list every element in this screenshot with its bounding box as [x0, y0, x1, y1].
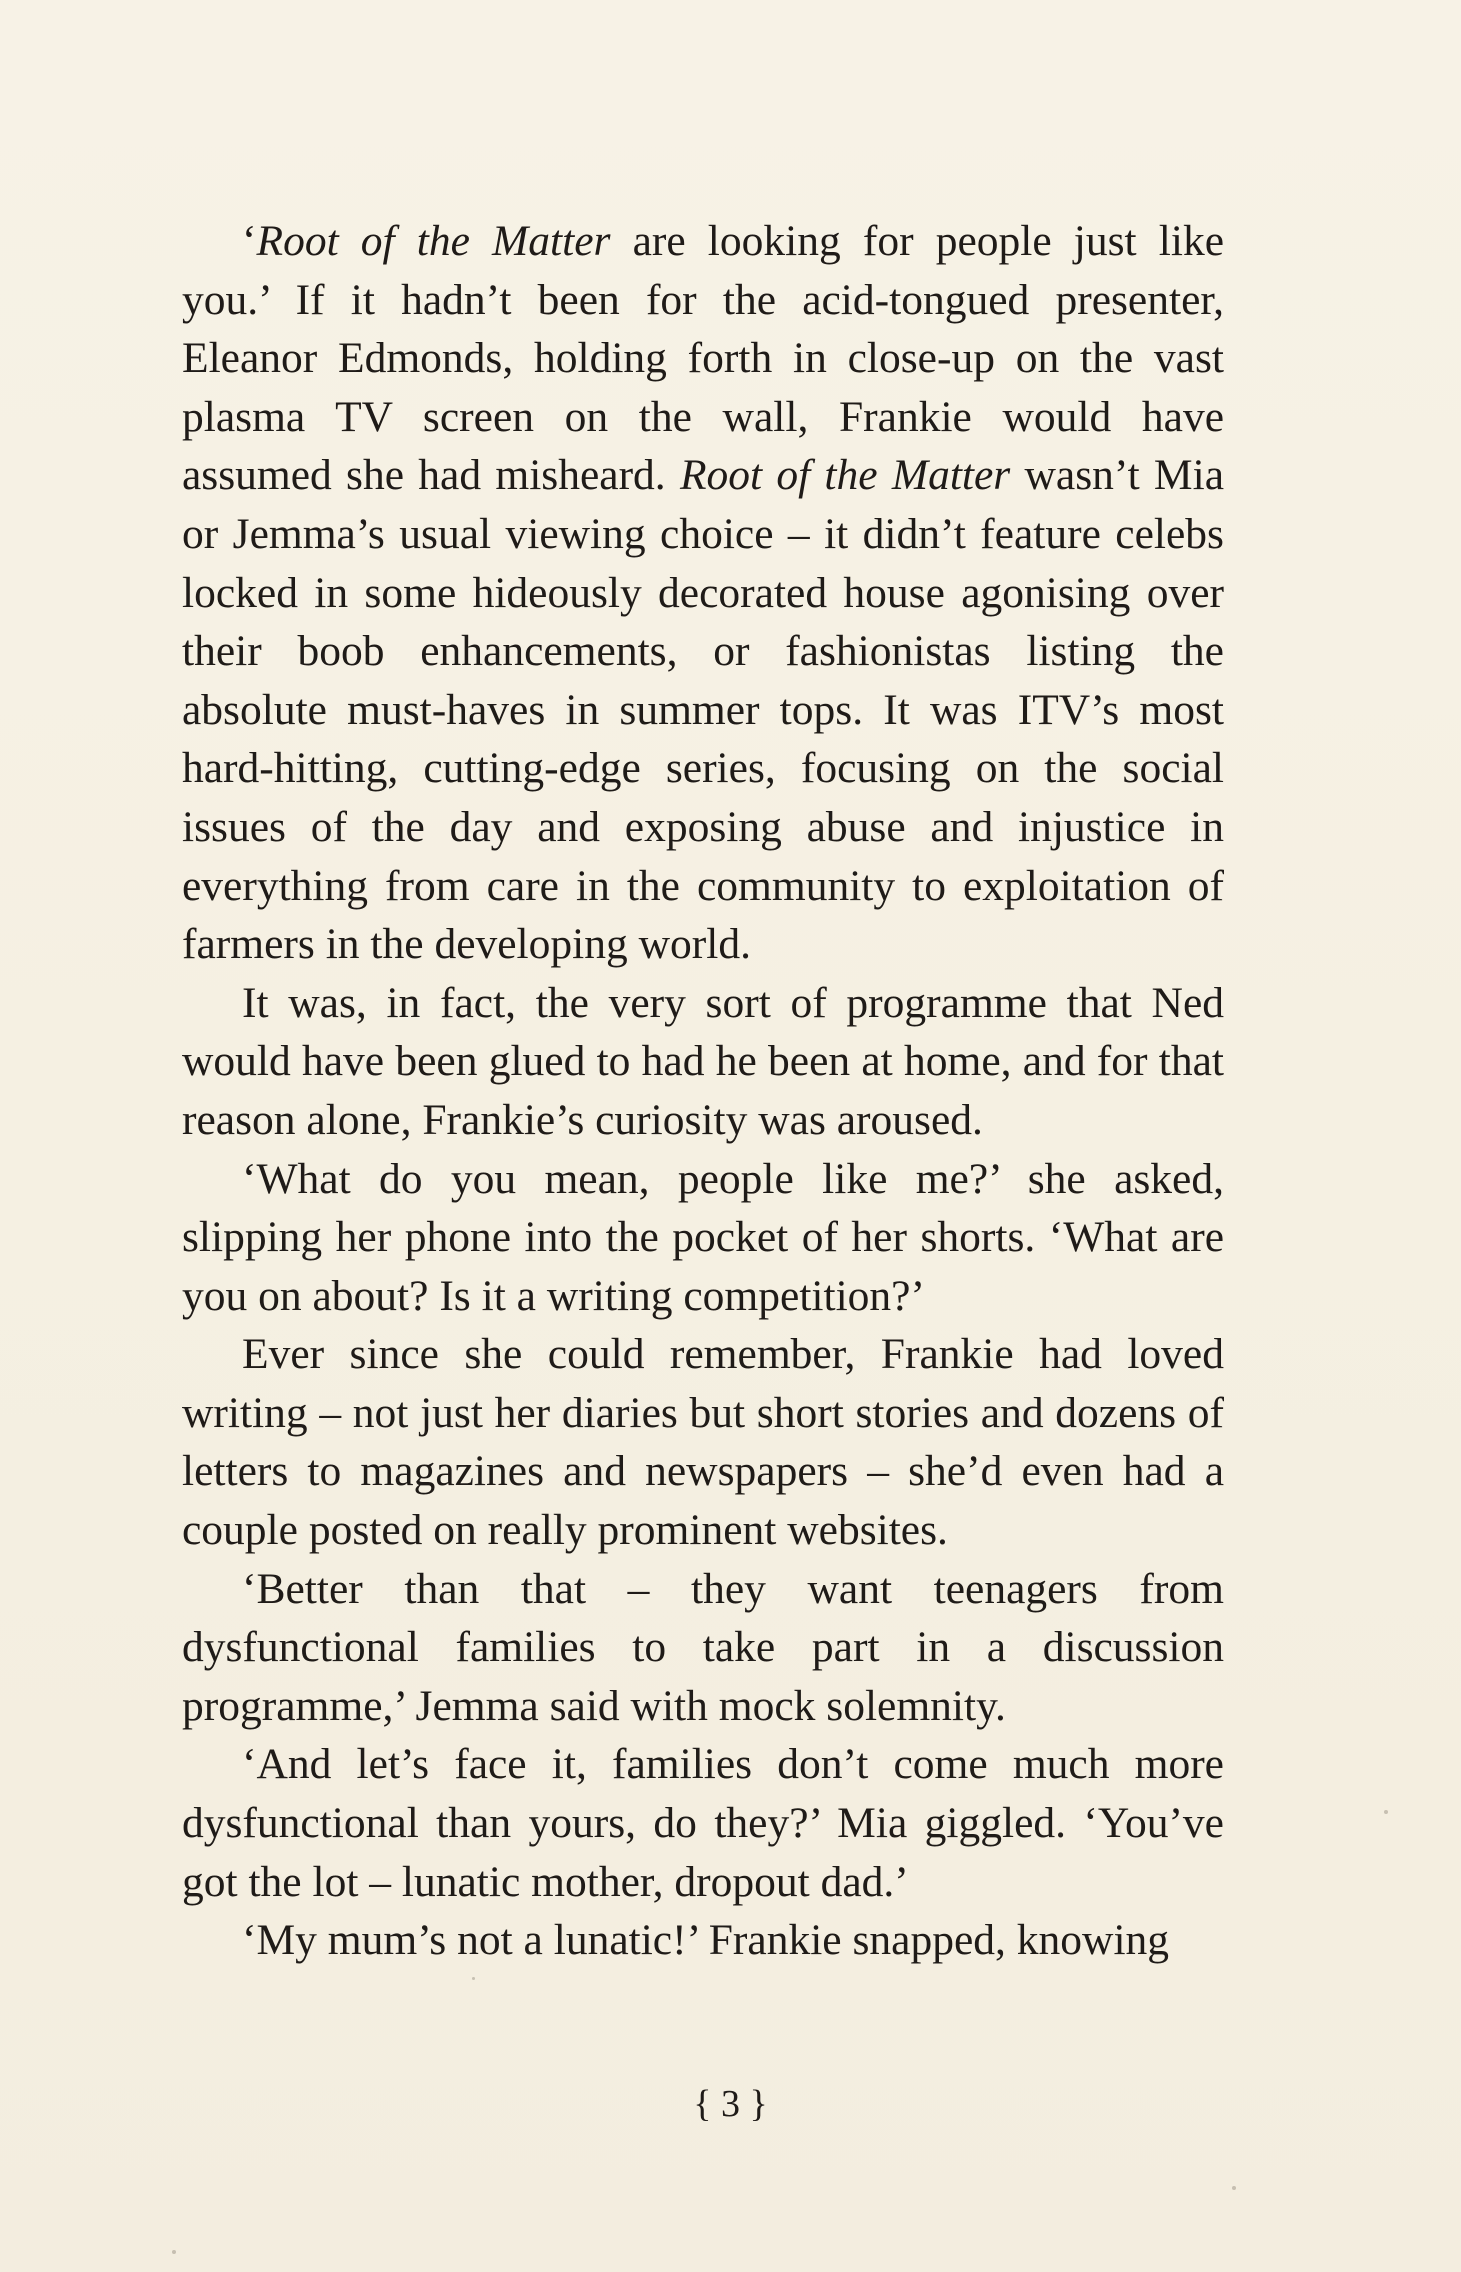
- paragraph-7: [182, 1911, 1224, 1970]
- text-segment: ‘My mum’s not a lunatic!’ Frankie snapped, knowing: [242, 1916, 1170, 1965]
- paragraph-5: [182, 1560, 1224, 1736]
- italic-title: Root of the Matter: [679, 451, 1011, 500]
- text-segment: Ever since she could remember, Frankie had loved writing – not just her diaries but short stories and dozens of letters to magazines and newspapers – she’d even had a couple posted on really prominent websites.: [182, 1330, 1224, 1555]
- text-segment: It was, in fact, the very sort of programme that Ned would have been glued to had he been at home, and for that reason alone, Frankie’s curiosity was aroused.: [182, 978, 1224, 1144]
- paragraph-6: [182, 1735, 1224, 1911]
- text-segment: ‘What do you mean, people like me?’ she asked, slipping her phone into the pocket of her shorts. ‘What are you on about? Is it a writing competition?’: [182, 1154, 1224, 1320]
- paper-speck: [1232, 2186, 1236, 2190]
- paragraph-1: [182, 212, 1224, 974]
- paper-speck: [472, 1977, 475, 1980]
- body-text: [182, 212, 1224, 1970]
- paper-speck: [1384, 1810, 1388, 1814]
- paragraph-4: [182, 1325, 1224, 1559]
- paragraph-2: [182, 974, 1224, 1150]
- text-segment: ‘Better than that – they want teenagers from dysfunctional families to take part in a discussion programme,’ Jemma said with mock solemnity.: [182, 1564, 1224, 1730]
- text-segment: are looking for people just like you.’ If it hadn’t been for the acid-tongued presenter, Eleanor Edmonds, holding forth in close-up on the vast plasma TV screen on the wall, Frankie would have assumed she had misheard.: [182, 217, 1225, 500]
- text-segment: ‘And let’s face it, families don’t come much more dysfunctional than yours, do they?’ Mia giggled. ‘You’ve got the lot – lunatic mother, dropout dad.’: [182, 1740, 1224, 1906]
- italic-title: Root of the Matter: [256, 217, 611, 265]
- page-number: { 3 }: [693, 2083, 768, 2125]
- text-segment: wasn’t Mia or Jemma’s usual viewing choice – it didn’t feature celebs locked in some hideously decorated house agonising over their boob enhancements, or fashionistas listing the absolute must-haves in summer tops. It was ITV’s most hard-hitting, cutting-edge series, focusing on the social issues of the day and exposing abuse and injustice in everything from care in the community to exploitation of farmers in the developing world.: [182, 451, 1224, 969]
- text-segment: ‘: [242, 217, 257, 265]
- paper-speck: [172, 2250, 176, 2254]
- paragraph-3: [182, 1150, 1224, 1326]
